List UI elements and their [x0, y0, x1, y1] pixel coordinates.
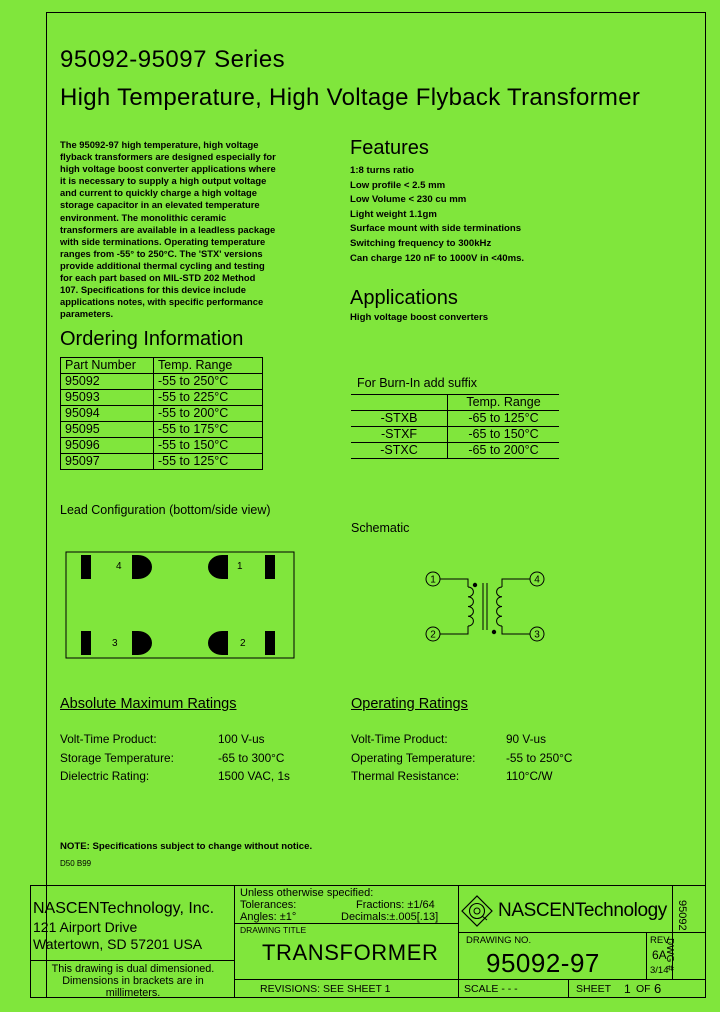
feature-item: Light weight 1.1gm — [350, 208, 437, 220]
suffix: -STXC — [351, 443, 448, 459]
burnin-table — [351, 394, 559, 459]
wire — [440, 626, 468, 634]
part-number: 95097 — [61, 454, 154, 470]
col-header — [351, 395, 448, 411]
temp-range: -55 to 125°C — [154, 454, 263, 470]
side-termination — [81, 555, 91, 579]
rating-value: -65 to 300°C — [218, 750, 285, 765]
feature-item: Low profile < 2.5 mm — [350, 179, 446, 191]
pin-label: 1 — [237, 561, 243, 572]
side-termination — [81, 631, 91, 655]
decimals-tolerance: Decimals:±.005[.13] — [341, 911, 439, 923]
table-row — [61, 454, 263, 470]
table-row — [61, 374, 263, 390]
desc-line: flyback transformers are designed especially for — [60, 151, 276, 163]
fractions-tolerance: Fractions: ±1/64 — [356, 899, 435, 911]
part-number: 95096 — [61, 438, 154, 454]
address-line: Watertown, SD 57201 USA — [33, 936, 203, 952]
temp-range: -55 to 200°C — [154, 406, 263, 422]
ordering-heading: Ordering Information — [60, 328, 244, 350]
pad — [132, 631, 152, 655]
title-block-line — [458, 932, 706, 933]
tolerances-label: Tolerances: — [240, 899, 297, 911]
lead-config-heading: Lead Configuration (bottom/side view) — [60, 503, 271, 517]
series-title: 95092-95097 Series — [60, 46, 286, 73]
temp-range: -55 to 250°C — [154, 374, 263, 390]
revisions-note: REVISIONS: SEE SHEET 1 — [260, 983, 391, 995]
date-code: D50 B99 — [60, 859, 92, 868]
desc-line: provide additional thermal cycling and testing — [60, 259, 265, 271]
rating-value: -55 to 250°C — [506, 750, 573, 765]
schematic-heading: Schematic — [351, 521, 410, 535]
ordering-table — [60, 357, 263, 470]
title-block-line — [234, 885, 235, 998]
temp-range: -65 to 125°C — [448, 411, 560, 427]
applications-heading: Applications — [350, 287, 458, 309]
suffix: -STXF — [351, 427, 448, 443]
title-block-line — [234, 979, 458, 980]
pin-label: 2 — [430, 629, 436, 641]
drawing-title-label: DRAWING TITLE — [240, 925, 307, 935]
desc-line: ranges from -55° to 250°C. The 'STX' versions — [60, 247, 263, 259]
desc-line: 107. Specifications for this device include — [60, 284, 246, 296]
feature-item: Switching frequency to 300kHz — [350, 237, 492, 249]
polarity-dot — [473, 583, 477, 587]
desc-line: and current to quickly charge a high voltage — [60, 187, 257, 199]
angles-tolerance: Angles: ±1° — [240, 911, 297, 923]
dwg-side-block — [664, 938, 675, 986]
desc-line: storage capacitor in an elevated temperature — [60, 199, 260, 211]
sheet-total: 6 — [654, 981, 662, 996]
secondary-winding — [497, 587, 502, 626]
polarity-dot — [492, 630, 496, 634]
feature-item: Can charge 120 nF to 1000V in <40ms. — [350, 252, 525, 264]
pin-label: 4 — [116, 561, 122, 572]
rating-label: Thermal Resistance: — [351, 769, 460, 783]
table-row — [61, 438, 263, 454]
operating-labels — [351, 730, 475, 786]
rev-label: REV. — [650, 935, 672, 946]
temp-range: -55 to 225°C — [154, 390, 263, 406]
temp-range: -55 to 150°C — [154, 438, 263, 454]
table-header-row — [61, 358, 263, 374]
col-header: Temp. Range — [448, 395, 560, 411]
col-header: Temp. Range — [154, 358, 263, 374]
part-number: 95095 — [61, 422, 154, 438]
product-title: High Temperature, High Voltage Flyback Transformer — [60, 84, 641, 111]
company-name: NASCENTechnology, Inc. — [33, 900, 215, 917]
logo-text: NASCENTechnology — [498, 900, 667, 921]
desc-line: transformers are available in a leadless package — [60, 223, 276, 235]
title-block-line — [30, 960, 234, 961]
dwg-side-number-block — [676, 900, 688, 948]
temp-range: -55 to 175°C — [154, 422, 263, 438]
schematic-drawing — [420, 565, 550, 650]
applications-text: High voltage boost converters — [350, 312, 489, 323]
abs-max-labels — [60, 730, 174, 786]
feature-item: Low Volume < 230 cu mm — [350, 194, 467, 206]
lead-config-drawing — [60, 545, 320, 665]
rating-label: Volt-Time Product: — [351, 732, 448, 746]
sheet-number: 1 — [624, 982, 631, 996]
title-block-line — [30, 885, 706, 886]
table-row — [61, 406, 263, 422]
desc-line: environment. The monolithic ceramic — [60, 211, 227, 223]
title-block-line — [568, 979, 569, 998]
dual-dimension-note — [33, 963, 233, 999]
dual-line: This drawing is dual dimensioned. — [51, 963, 215, 975]
rating-value: 100 V-us — [218, 732, 265, 746]
temp-range: -65 to 150°C — [448, 427, 560, 443]
table-row — [61, 422, 263, 438]
rating-label: Dielectric Rating: — [60, 769, 150, 783]
note: NOTE: Specifications subject to change without notice. — [60, 841, 313, 852]
side-termination — [265, 555, 275, 579]
rating-label: Operating Temperature: — [351, 750, 476, 765]
title-block-line — [30, 885, 31, 998]
table-row — [61, 390, 263, 406]
dwg-side-label: DWG # — [664, 938, 675, 971]
desc-line: it is necessary to supply a high output voltage — [60, 175, 267, 187]
scale: SCALE - - - — [464, 983, 518, 995]
part-number: 95092 — [61, 374, 154, 390]
drawing-no-label: DRAWING NO. — [466, 935, 532, 946]
nascen-logo-icon — [461, 895, 497, 927]
title-block-line — [234, 923, 458, 924]
title-block-line — [646, 932, 647, 979]
abs-max-values — [218, 730, 290, 786]
drawing-number: 95092-97 — [486, 948, 600, 978]
features-heading: Features — [350, 137, 429, 159]
dual-line: Dimensions in brackets are in — [62, 975, 204, 987]
pin-label: 3 — [112, 638, 118, 649]
table-row — [351, 427, 559, 443]
part-number: 95094 — [61, 406, 154, 422]
desc-line: high voltage boost converter applications where — [60, 163, 276, 175]
rating-label: Storage Temperature: — [60, 750, 174, 765]
features-list — [350, 164, 524, 266]
rev-date: 3/14 — [650, 965, 669, 976]
operating-heading: Operating Ratings — [351, 696, 468, 712]
table-header-row — [351, 395, 559, 411]
unless-specified: Unless otherwise specified: — [240, 887, 374, 899]
address-line: 121 Airport Drive — [33, 919, 138, 935]
pad — [132, 555, 152, 579]
wire — [502, 626, 530, 634]
side-termination — [265, 631, 275, 655]
pin-label: 3 — [534, 629, 540, 641]
desc-line: The 95092-97 high temperature, high voltage — [60, 139, 259, 150]
sheet-label: SHEET — [576, 983, 612, 995]
pin-label: 1 — [430, 574, 436, 586]
feature-item: Surface mount with side terminations — [350, 223, 522, 235]
burnin-heading: For Burn-In add suffix — [357, 376, 477, 390]
pin-label: 4 — [534, 574, 540, 586]
rev-value: 6A — [652, 948, 667, 962]
table-row — [351, 443, 559, 459]
of-label: OF — [636, 983, 651, 995]
description — [60, 139, 322, 320]
rating-value: 110°C/W — [506, 769, 553, 783]
part-number: 95093 — [61, 390, 154, 406]
pad — [208, 631, 228, 655]
desc-line: for each part based on MIL-STD 202 Method — [60, 272, 256, 284]
title-block-line — [458, 885, 459, 998]
wire — [440, 579, 468, 587]
desc-line: applications notes, with specific performance — [60, 296, 264, 308]
rating-label: Volt-Time Product: — [60, 732, 157, 746]
pad — [208, 555, 228, 579]
pin-label: 2 — [240, 638, 246, 649]
desc-line: with side terminations. Operating temperature — [60, 235, 266, 247]
suffix: -STXB — [351, 411, 448, 427]
rating-value: 1500 VAC, 1s — [218, 769, 290, 783]
desc-line: parameters. — [60, 308, 114, 320]
dwg-side-number: 95092 — [676, 900, 688, 931]
operating-values — [506, 730, 572, 786]
package-outline — [66, 552, 294, 658]
col-header: Part Number — [61, 358, 154, 374]
temp-range: -65 to 200°C — [448, 443, 560, 459]
wire — [502, 579, 530, 587]
rating-value: 90 V-us — [506, 732, 547, 746]
feature-item: 1:8 turns ratio — [350, 165, 414, 176]
drawing-title: TRANSFORMER — [262, 940, 439, 965]
abs-max-heading: Absolute Maximum Ratings — [60, 696, 237, 712]
primary-winding — [468, 587, 473, 626]
dual-line: millimeters. — [105, 987, 161, 999]
table-row — [351, 411, 559, 427]
